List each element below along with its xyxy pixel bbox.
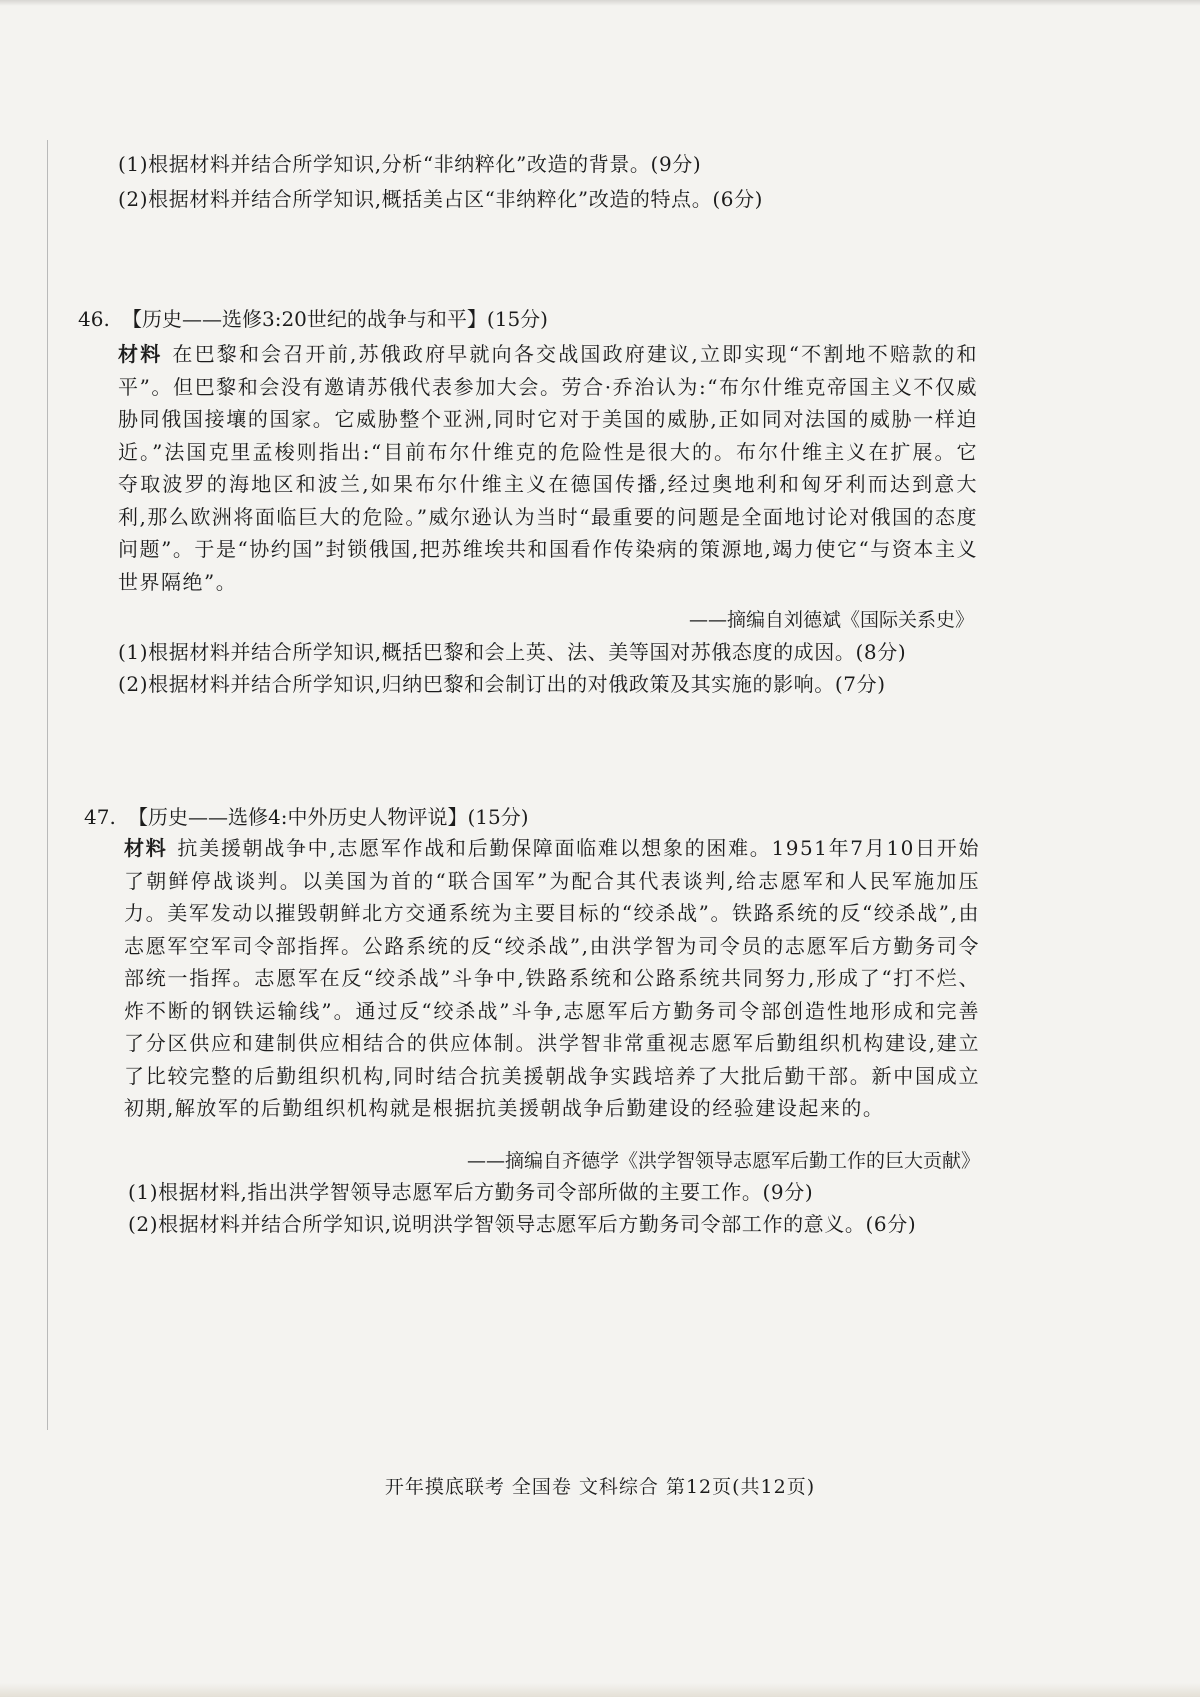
q47-subquestion-1: (1)根据材料,指出洪学智领导志愿军后方勤务司令部所做的主要工作。(9分) (128, 1180, 814, 1204)
q47-material-text: 抗美援朝战争中,志愿军作战和后勤保障面临难以想象的困难。1951年7月10日开始了朝鲜停战谈判。以美国为首的“联合国军”为配合其代表谈判,给志愿军和人民军施加压力。美军发动以摧毁朝鲜北方交通系统为主要目标的“绞杀战”。铁路系统的反“绞杀战”,由志愿军空军司令部指挥。公路系统的反“绞杀战”,由洪学智为司令员的志愿军后方勤务司令部统一指挥。志愿军在反“绞杀战”斗争中,铁路系统和公路系统共同努力,形成了“打不烂、炸不断的钢铁运输线”。通过反“绞杀战”斗争,志愿军后方勤务司令部创造性地形成和完善了分区供应和建制供应相结合的供应体制。洪学智非常重视志愿军后勤组织机构建设,建立了比较完整的后勤组织机构,同时结合抗美援朝战争实践培养了大批后勤干部。新中国成立初期,解放军的后勤组织机构就是根据抗美援朝战争后勤建设的经验建设起来的。 (124, 836, 981, 1120)
q46-subquestion-2: (2)根据材料并结合所学知识,归纳巴黎和会制订出的对俄政策及其实施的影响。(7分) (118, 672, 886, 696)
q46-title: 【历史——选修3:20世纪的战争与和平】(15分) (122, 307, 548, 331)
q47-title: 【历史——选修4:中外历史人物评说】(15分) (128, 805, 529, 829)
q45-subquestion-2: (2)根据材料并结合所学知识,概括美占区“非纳粹化”改造的特点。(6分) (118, 187, 764, 211)
q46-source: ——摘编自刘德斌《国际关系史》 (688, 609, 974, 631)
q47-material-label: 材料 (124, 836, 168, 860)
q46-subquestion-1: (1)根据材料并结合所学知识,概括巴黎和会上英、法、美等国对苏俄态度的成因。(8分) (118, 640, 907, 664)
q47-number: 47. (84, 805, 116, 829)
scan-top-edge (0, 0, 1200, 6)
q47-material (124, 832, 980, 1125)
q47-subquestion-2: (2)根据材料并结合所学知识,说明洪学智领导志愿军后方勤务司令部工作的意义。(6分) (128, 1212, 917, 1236)
q47-source: ——摘编自齐德学《洪学智领导志愿军后勤工作的巨大贡献》 (466, 1150, 980, 1172)
q45-subquestion-1: (1)根据材料并结合所学知识,分析“非纳粹化”改造的背景。(9分) (118, 152, 702, 176)
q46-material-text: 在巴黎和会召开前,苏俄政府早就向各交战国政府建议,立即实现“不割地不赔款的和平”。但巴黎和会没有邀请苏俄代表参加大会。劳合·乔治认为:“布尔什维克帝国主义不仅威胁同俄国接壤的国家。它威胁整个亚洲,同时它对于美国的威胁,正如同对法国的威胁一样迫近。”法国克里孟梭则指出:“目前布尔什维克的危险性是很大的。布尔什维主义在扩展。它夺取波罗的海地区和波兰,如果布尔什维主义在德国传播,经过奥地利和匈牙利而达到意大利,那么欧洲将面临巨大的危险。”威尔逊认为当时“最重要的问题是全面地讨论对俄国的态度问题”。于是“协约国”封锁俄国,把苏维埃共和国看作传染病的策源地,竭力使它“与资本主义世界隔绝”。 (118, 342, 978, 594)
binding-margin-line (47, 140, 48, 1430)
q46-header (78, 305, 548, 333)
q46-material-label: 材料 (118, 342, 163, 366)
q46-number: 46. (78, 307, 110, 331)
page-footer: 开年摸底联考 全国卷 文科综合 第12页(共12页) (384, 1476, 816, 1498)
q46-material (118, 338, 978, 598)
q47-header (84, 803, 529, 831)
scan-bottom-edge (0, 1683, 1200, 1697)
